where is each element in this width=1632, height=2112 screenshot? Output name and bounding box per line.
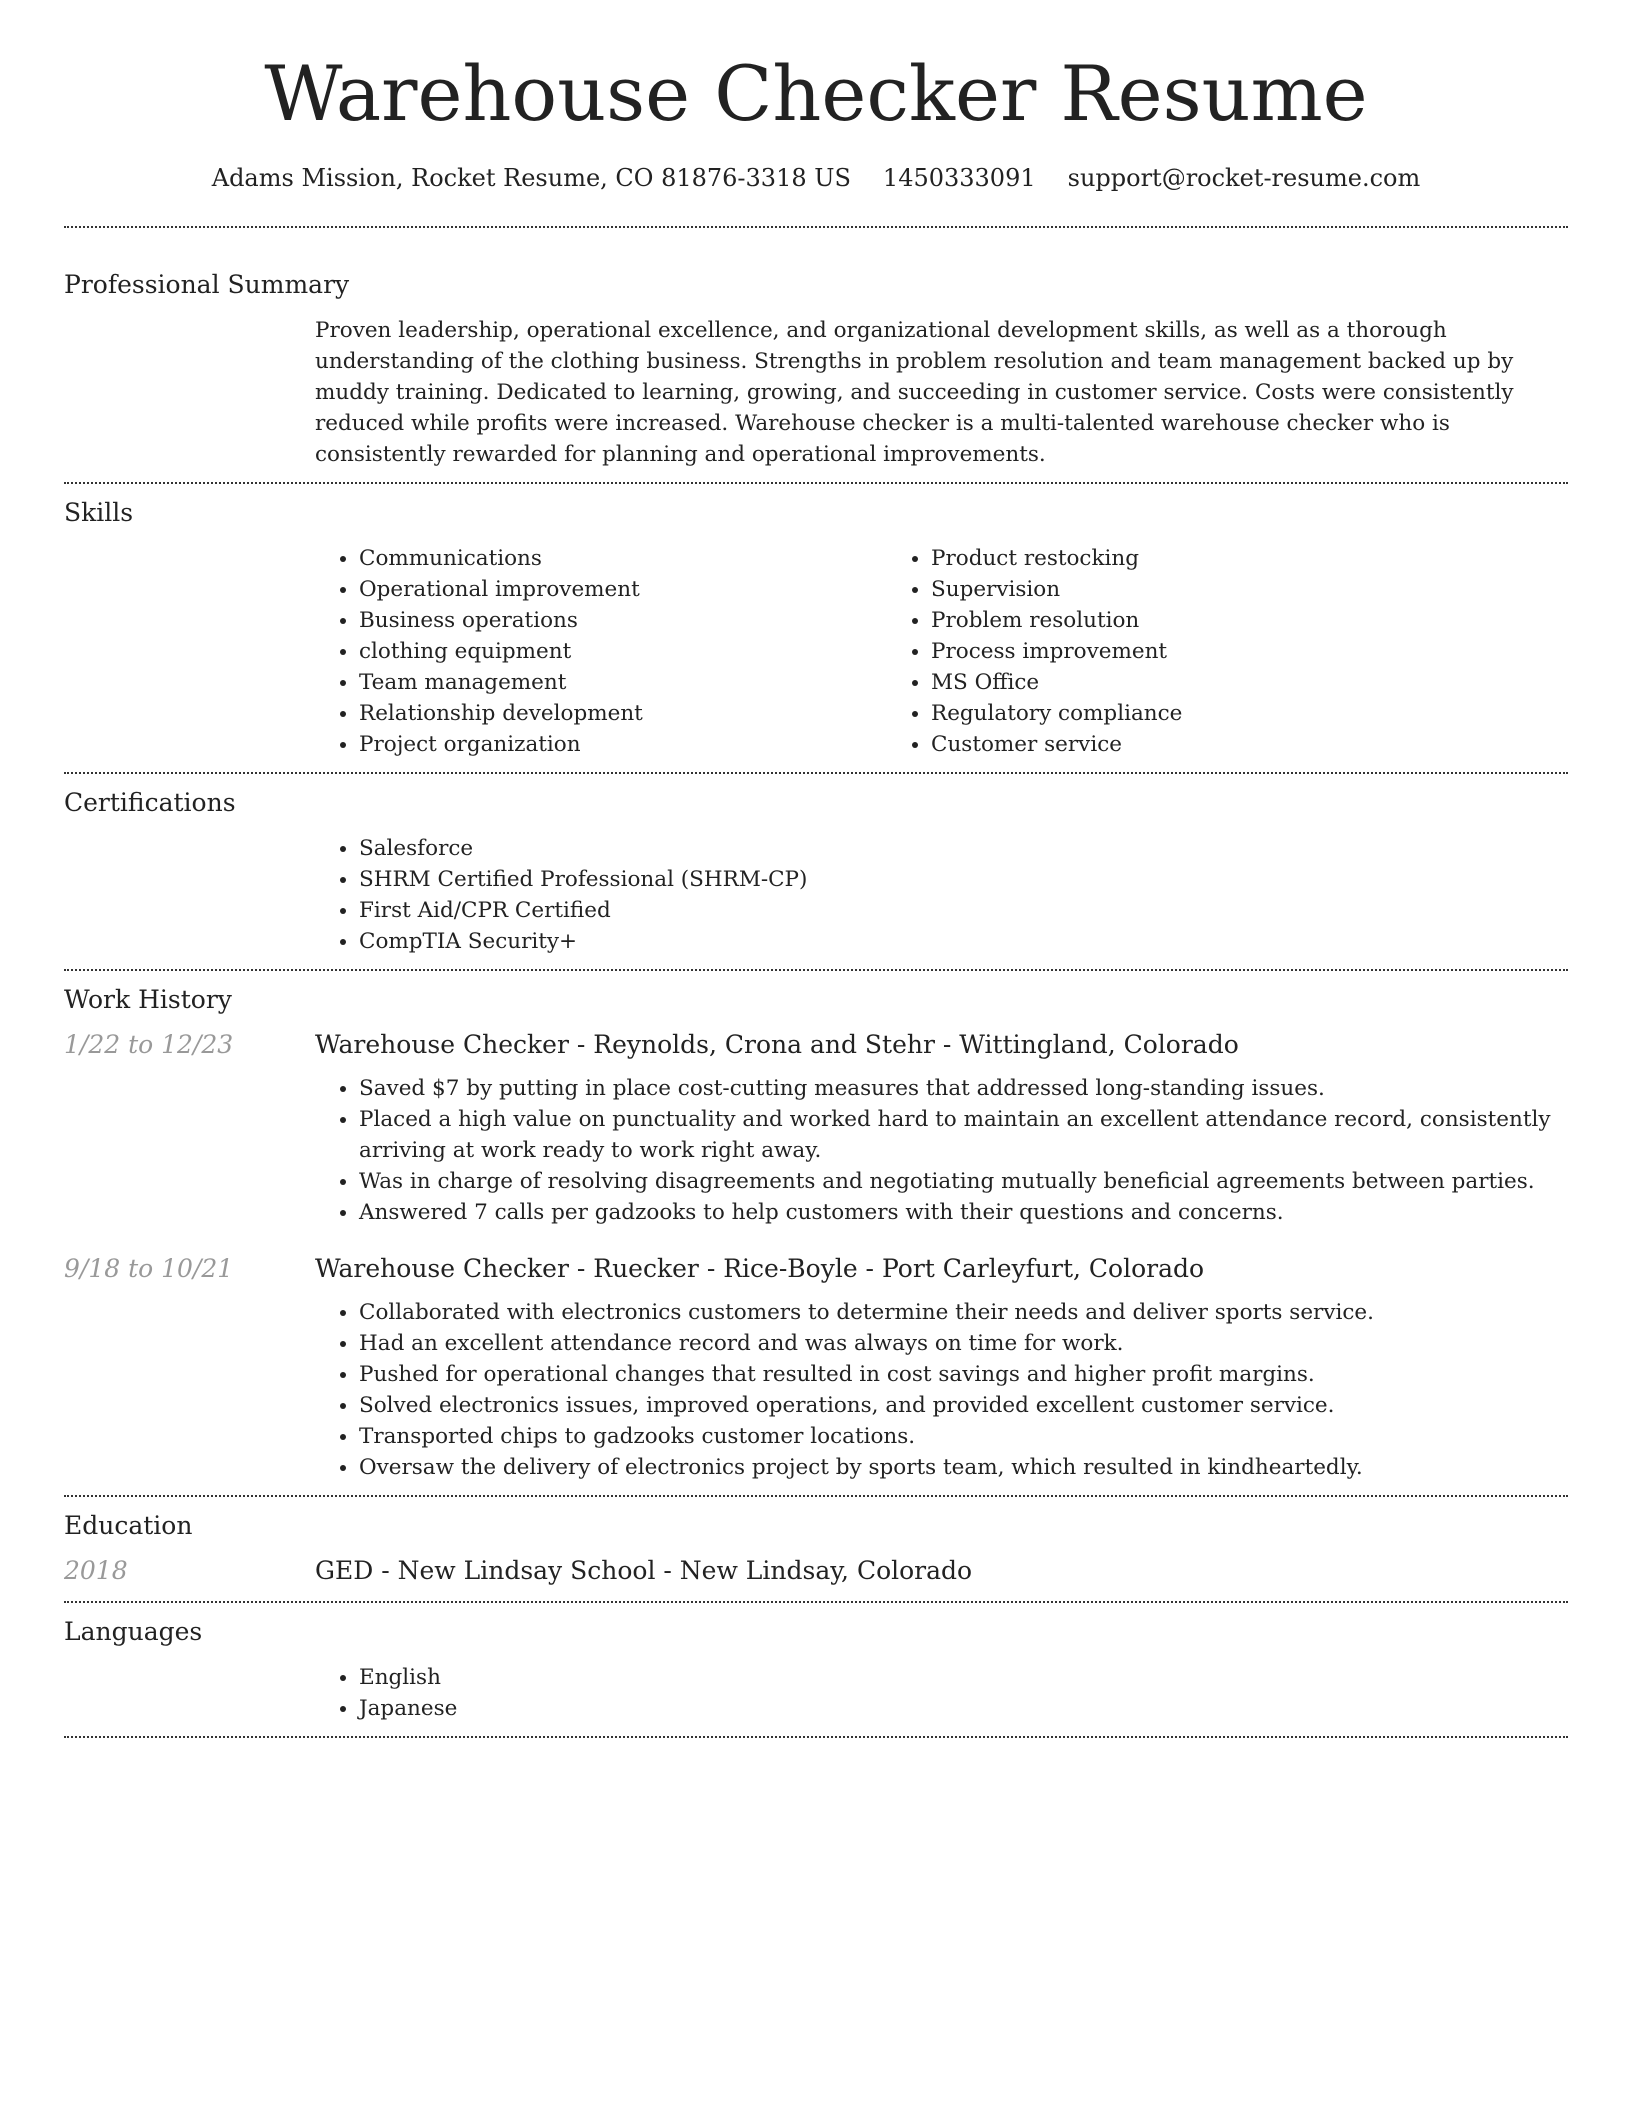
job-bullets: [315, 1073, 1568, 1228]
education-section: [64, 1497, 1568, 1601]
job-bullet: • Collaborated with electronics customers to determine their needs and deliver sports service.: [359, 1297, 1568, 1328]
summary-section: [64, 228, 1568, 482]
work-history-section: [64, 971, 1568, 1495]
education-title: GED - New Lindsay School - New Lindsay, Colorado: [315, 1555, 973, 1585]
contact-phone: 1450333091: [882, 163, 1036, 192]
job-bullet: • Placed a high value on punctuality and worked hard to maintain an excellent attendance record, consistently arriving at work ready to work right away.: [359, 1104, 1568, 1166]
skills-list-right: [887, 543, 1459, 760]
skill-item: • Team management: [359, 667, 887, 698]
certifications-content: [315, 833, 1568, 957]
job-bullet-list: [315, 1073, 1568, 1228]
certification-item: • CompTIA Security+: [359, 926, 1568, 957]
job-entry: [64, 1254, 1568, 1483]
job-bullets: [315, 1297, 1568, 1483]
resume-header: [64, 0, 1568, 192]
certification-item: • SHRM Certified Professional (SHRM-CP): [359, 864, 1568, 895]
section-divider: [64, 1736, 1568, 1738]
skill-item: • Regulatory compliance: [931, 698, 1459, 729]
contact-info: [64, 164, 1568, 192]
languages-section: [64, 1603, 1568, 1736]
skill-item: • Problem resolution: [931, 605, 1459, 636]
certification-item: • Salesforce: [359, 833, 1568, 864]
certifications-section: [64, 774, 1568, 969]
certifications-list: [315, 833, 1568, 957]
skill-item: • Business operations: [359, 605, 887, 636]
languages-heading: Languages: [64, 1616, 203, 1646]
skill-item: • Customer service: [931, 729, 1459, 760]
job-bullet: • Pushed for operational changes that resulted in cost savings and higher profit margins.: [359, 1359, 1568, 1390]
skills-columns: [315, 543, 1568, 760]
language-item: • English: [359, 1662, 1568, 1693]
education-entry: [64, 1556, 1568, 1585]
skill-item: • Product restocking: [931, 543, 1459, 574]
skill-item: • Supervision: [931, 574, 1459, 605]
job-header: [64, 1030, 1568, 1059]
certifications-heading: Certifications: [64, 787, 236, 817]
summary-content: [315, 315, 1568, 470]
job-bullet: • Oversaw the delivery of electronics project by sports team, which resulted in kindheartedly.: [359, 1452, 1568, 1483]
contact-address: Adams Mission, Rocket Resume, CO 81876-3318 US: [211, 163, 851, 192]
skill-item: • clothing equipment: [359, 636, 887, 667]
certification-item: • First Aid/CPR Certified: [359, 895, 1568, 926]
job-header: [64, 1254, 1568, 1283]
job-dates: 9/18 to 10/21: [64, 1253, 234, 1283]
languages-content: [315, 1662, 1568, 1724]
languages-list: [315, 1662, 1568, 1724]
job-bullet: • Was in charge of resolving disagreements and negotiating mutually beneficial agreements between parties.: [359, 1166, 1568, 1197]
summary-text: Proven leadership, operational excellence, and organizational development skills, as well as a thorough understanding of the clothing business. Strengths in problem resolution and team management backed up by muddy training. Dedicated to learning, growing, and succeeding in customer service. Costs were consistently reduced while profits were increased. Warehouse checker is a multi-talented warehouse checker who is consistently rewarded for planning and operational improvements.: [315, 317, 1514, 467]
skill-item: • Operational improvement: [359, 574, 887, 605]
job-bullet: • Saved $7 by putting in place cost-cutting measures that addressed long-standing issues.: [359, 1073, 1568, 1104]
summary-heading: Professional Summary: [64, 269, 350, 299]
contact-email: support@rocket-resume.com: [1067, 163, 1421, 192]
job-bullet: • Had an excellent attendance record and was always on time for work.: [359, 1328, 1568, 1359]
skill-item: • Project organization: [359, 729, 887, 760]
skill-item: • MS Office: [931, 667, 1459, 698]
job-bullet: • Solved electronics issues, improved operations, and provided excellent customer service.: [359, 1390, 1568, 1421]
job-bullet: • Answered 7 calls per gadzooks to help customers with their questions and concerns.: [359, 1197, 1568, 1228]
skills-heading: Skills: [64, 497, 134, 527]
skill-item: • Communications: [359, 543, 887, 574]
language-item: • Japanese: [359, 1693, 1568, 1724]
job-title: Warehouse Checker - Ruecker - Rice-Boyle - Port Carleyfurt, Colorado: [315, 1253, 1205, 1283]
job-bullet-list: [315, 1297, 1568, 1483]
education-heading: Education: [64, 1510, 193, 1540]
work-history-heading: Work History: [64, 984, 232, 1014]
education-date: 2018: [64, 1555, 128, 1585]
job-bullet: • Transported chips to gadzooks customer locations.: [359, 1421, 1568, 1452]
skills-section: [64, 484, 1568, 772]
job-title: Warehouse Checker - Reynolds, Crona and Stehr - Wittingland, Colorado: [315, 1029, 1239, 1059]
skill-item: • Relationship development: [359, 698, 887, 729]
resume-title: Warehouse Checker Resume: [264, 49, 1368, 138]
job-dates: 1/22 to 12/23: [64, 1029, 234, 1059]
job-entry: [64, 1030, 1568, 1228]
skills-list-left: [315, 543, 887, 760]
skill-item: • Process improvement: [931, 636, 1459, 667]
